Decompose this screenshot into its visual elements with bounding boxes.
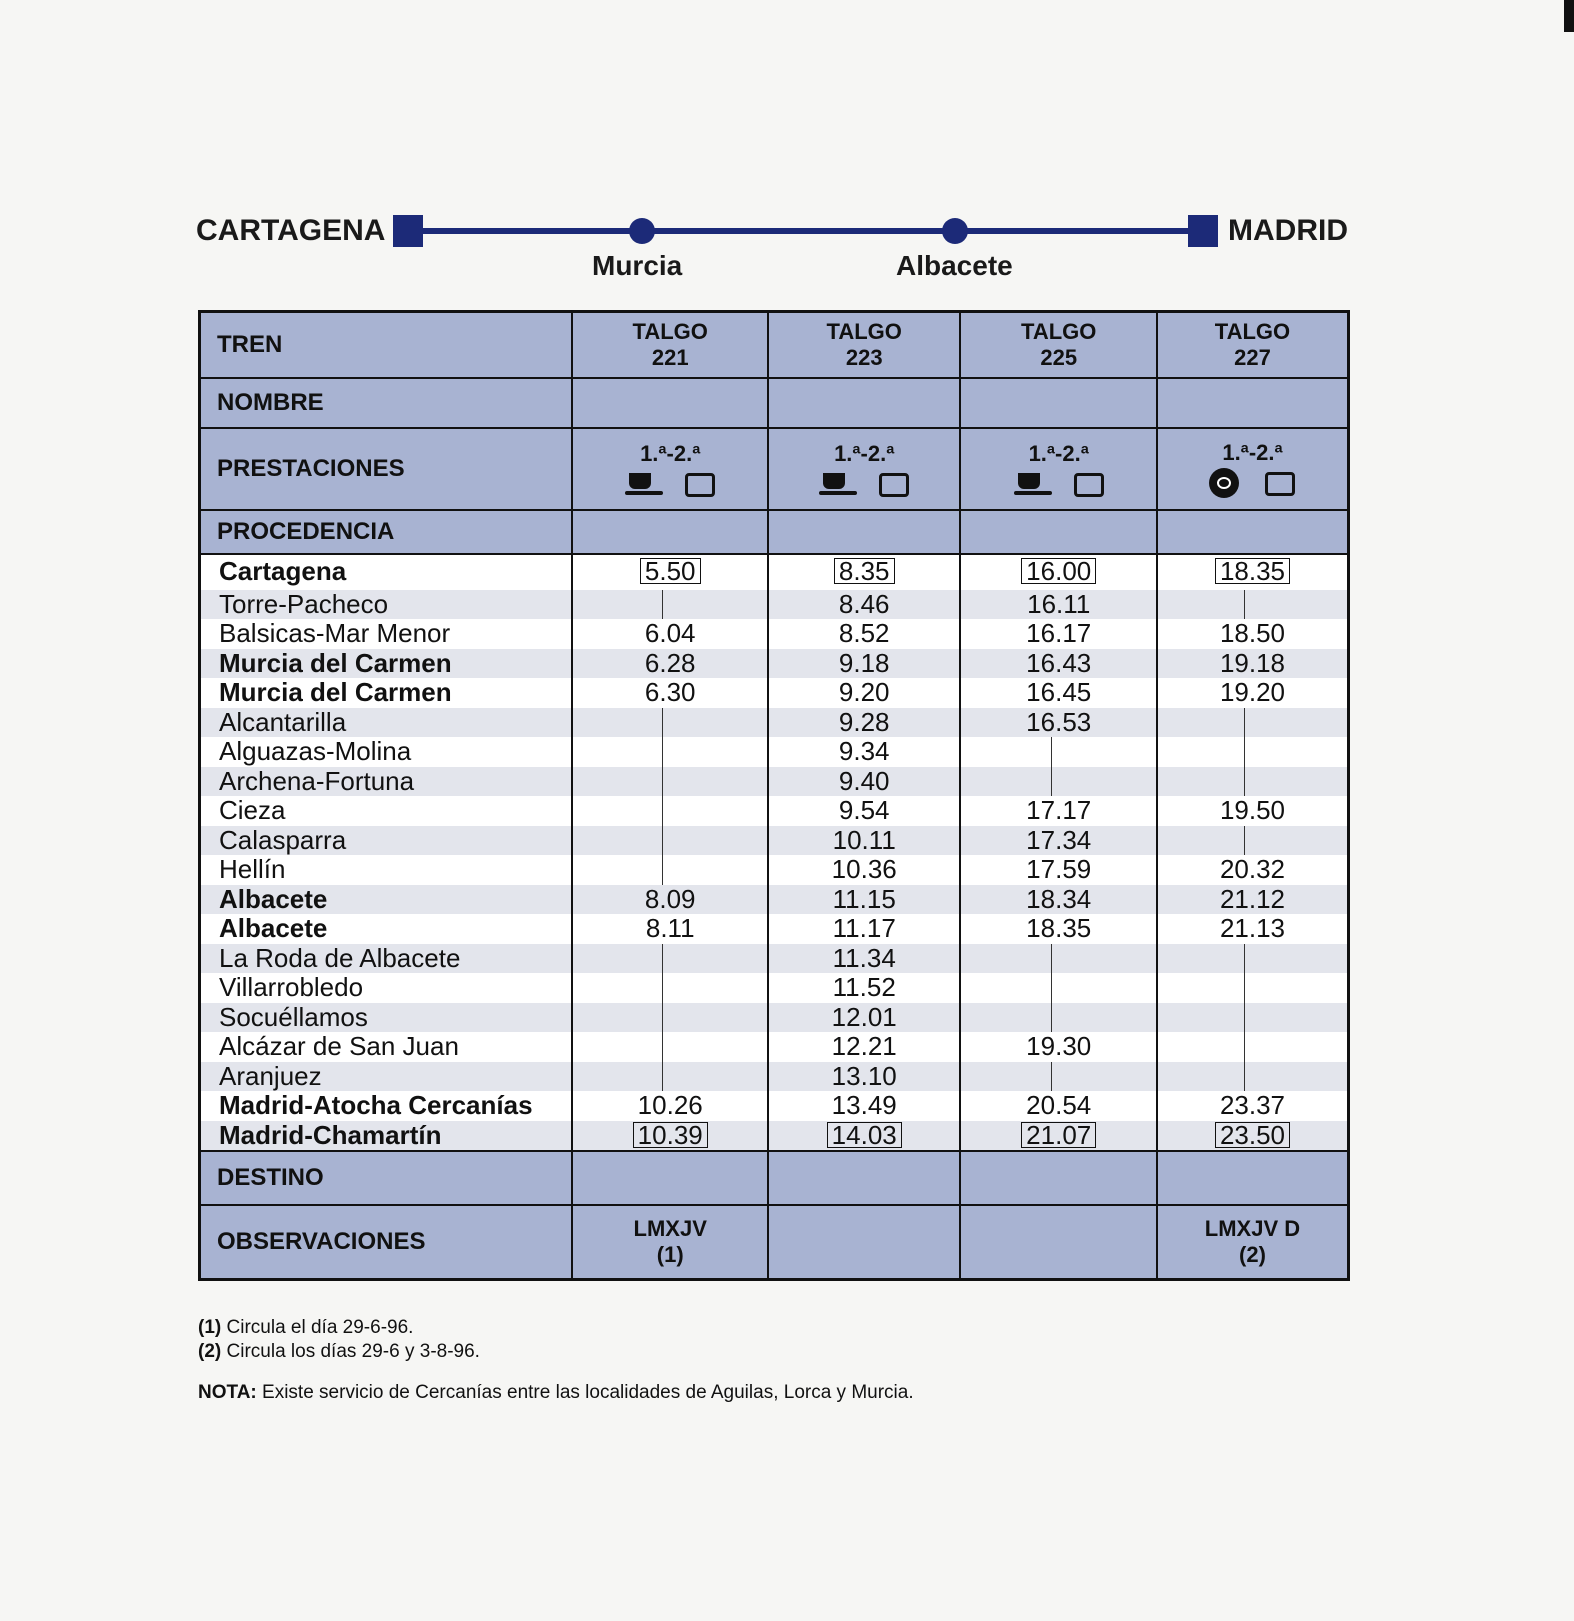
station-name: Calasparra — [200, 826, 573, 856]
station-row — [200, 649, 1349, 679]
departure-time: 11.17 — [832, 913, 896, 943]
time-cell — [768, 1091, 961, 1121]
train-cell — [572, 312, 768, 378]
time-cell — [768, 914, 961, 944]
departure-time: 6.28 — [644, 647, 696, 678]
pass-through-cell — [1157, 708, 1349, 738]
class-label: 1.ª-2.ª — [1028, 440, 1089, 466]
nombre-cell — [768, 378, 961, 428]
observaciones-cell — [1157, 1205, 1349, 1279]
pass-through-cell — [572, 1062, 768, 1092]
time-cell — [572, 914, 768, 944]
station-row — [200, 1032, 1349, 1062]
nombre-row — [200, 378, 1349, 428]
departure-time: 10.36 — [831, 854, 897, 884]
cafeteria-icon — [625, 473, 659, 495]
departure-time: 19.50 — [1219, 795, 1286, 825]
station-name: Torre-Pacheco — [200, 590, 573, 620]
departure-time: 16.43 — [1026, 647, 1092, 678]
pass-through-line — [1244, 1032, 1245, 1062]
destination-terminal-marker — [1188, 215, 1218, 247]
departure-time: 17.34 — [1026, 824, 1092, 855]
train-type: TALGO — [1021, 318, 1097, 344]
time-cell — [1157, 619, 1349, 649]
prestaciones-row — [200, 428, 1349, 510]
cafeteria-icon — [1014, 473, 1048, 495]
nombre-cell — [572, 378, 768, 428]
station-row — [200, 708, 1349, 738]
station-row — [200, 1121, 1349, 1152]
footnote-mark: (1) — [198, 1317, 222, 1338]
time-cell — [1157, 1121, 1349, 1152]
train-cell — [960, 312, 1157, 378]
route-line — [420, 228, 1190, 234]
pass-through-line — [1244, 973, 1245, 1003]
station-row — [200, 973, 1349, 1003]
route-stop-murcia: Murcia — [592, 250, 683, 281]
station-row — [200, 619, 1349, 649]
departure-time: 21.07 — [1021, 1122, 1096, 1148]
pass-through-cell — [1157, 737, 1349, 767]
time-cell — [768, 649, 961, 679]
observaciones-note: (2) — [1239, 1241, 1266, 1267]
pass-through-cell — [572, 590, 768, 620]
departure-time: 16.45 — [1026, 677, 1092, 707]
time-cell — [768, 767, 961, 797]
pass-through-cell — [1157, 826, 1349, 856]
tren-label: TREN — [200, 312, 573, 378]
time-cell — [960, 1091, 1157, 1121]
time-cell — [768, 590, 961, 620]
departure-time: 8.46 — [838, 588, 890, 619]
train-type: TALGO — [632, 318, 708, 344]
pass-through-line — [662, 944, 663, 974]
pass-through-line — [1051, 737, 1052, 767]
procedencia-cell — [1157, 510, 1349, 554]
pass-through-cell — [960, 1062, 1157, 1092]
pass-through-line — [1051, 767, 1052, 797]
station-name: Madrid-Chamartín — [200, 1121, 573, 1152]
time-cell — [960, 826, 1157, 856]
time-cell — [960, 855, 1157, 885]
departure-time: 10.39 — [633, 1122, 708, 1148]
time-cell — [960, 1032, 1157, 1062]
pass-through-cell — [572, 826, 768, 856]
station-row — [200, 855, 1349, 885]
route-destination: MADRID — [1228, 214, 1348, 247]
departure-time: 5.50 — [640, 558, 701, 584]
train-cell — [768, 312, 961, 378]
departure-time: 9.18 — [838, 647, 890, 678]
pass-through-line — [662, 796, 663, 826]
cafeteria-icon — [819, 473, 853, 495]
observaciones-label: OBSERVACIONES — [200, 1205, 573, 1279]
departure-time: 9.54 — [838, 795, 890, 825]
timetable-footer — [200, 1151, 1349, 1279]
pass-through-cell — [572, 708, 768, 738]
pass-through-cell — [960, 973, 1157, 1003]
procedencia-label: PROCEDENCIA — [200, 510, 573, 554]
timetable — [198, 310, 1350, 1281]
time-cell — [768, 737, 961, 767]
station-name: Archena-Fortuna — [200, 767, 573, 797]
departure-time: 21.12 — [1219, 883, 1286, 914]
time-cell — [960, 914, 1157, 944]
time-cell — [572, 885, 768, 915]
observaciones-cell — [960, 1205, 1157, 1279]
station-name: Murcia del Carmen — [200, 649, 573, 679]
pass-through-line — [1051, 1003, 1052, 1033]
station-name: Aranjuez — [200, 1062, 573, 1092]
sleeper-icon — [685, 473, 715, 497]
departure-time: 9.34 — [838, 736, 890, 766]
station-row — [200, 826, 1349, 856]
time-cell — [768, 944, 961, 974]
station-name: Albacete — [200, 885, 573, 915]
nota-text: Existe servicio de Cercanías entre las localidades de Aguilas, Lorca y Murcia. — [256, 1382, 914, 1403]
observaciones-days: LMXJV — [633, 1215, 707, 1241]
departure-time: 19.20 — [1219, 677, 1286, 707]
time-cell — [768, 885, 961, 915]
station-row — [200, 590, 1349, 620]
station-name: Madrid-Atocha Cercanías — [200, 1091, 573, 1121]
time-cell — [572, 1121, 768, 1152]
sleeper-icon — [879, 473, 909, 497]
departure-time: 9.20 — [838, 677, 890, 707]
station-name: Villarrobledo — [200, 973, 573, 1003]
time-cell — [572, 649, 768, 679]
footnote — [198, 1340, 480, 1364]
station-name: Murcia del Carmen — [200, 678, 573, 708]
station-row — [200, 914, 1349, 944]
departure-time: 8.35 — [834, 558, 895, 584]
nombre-label: NOMBRE — [200, 378, 573, 428]
pass-through-line — [1244, 737, 1245, 767]
train-number: 223 — [845, 344, 883, 370]
time-cell — [768, 826, 961, 856]
train-number: 225 — [1040, 344, 1078, 370]
observaciones-cell — [572, 1205, 768, 1279]
footnote-text: Circula el día 29-6-96. — [221, 1317, 414, 1338]
timetable-header — [200, 312, 1349, 554]
time-cell — [572, 619, 768, 649]
station-row — [200, 737, 1349, 767]
pass-through-cell — [572, 855, 768, 885]
time-cell — [768, 973, 961, 1003]
departure-time: 13.49 — [831, 1090, 897, 1120]
pass-through-cell — [572, 796, 768, 826]
time-cell — [1157, 914, 1349, 944]
time-cell — [768, 619, 961, 649]
restaurant-icon — [1209, 468, 1239, 498]
time-cell — [1157, 678, 1349, 708]
departure-time: 20.54 — [1026, 1090, 1092, 1120]
albacete-stop-marker — [942, 218, 968, 244]
pass-through-cell — [960, 737, 1157, 767]
procedencia-row — [200, 510, 1349, 554]
nota-label: NOTA: — [198, 1382, 257, 1403]
departure-time: 17.17 — [1026, 795, 1092, 825]
pass-through-line — [1051, 1062, 1052, 1092]
pass-through-cell — [1157, 590, 1349, 620]
train-cell — [1157, 312, 1349, 378]
class-label: 1.ª-2.ª — [834, 440, 895, 466]
prestaciones-cell — [960, 428, 1157, 510]
train-number: 221 — [651, 344, 689, 370]
prestaciones-cell — [1157, 428, 1349, 510]
departure-time: 12.21 — [831, 1031, 897, 1061]
time-cell — [572, 1091, 768, 1121]
sleeper-icon — [1074, 473, 1104, 497]
pass-through-line — [662, 708, 663, 738]
sleeper-icon — [1265, 472, 1295, 496]
pass-through-cell — [1157, 1062, 1349, 1092]
station-row — [200, 678, 1349, 708]
pass-through-line — [1244, 1003, 1245, 1033]
departure-time: 18.35 — [1215, 558, 1290, 584]
station-name: Socuéllamos — [200, 1003, 573, 1033]
pass-through-line — [1244, 708, 1245, 738]
time-cell — [960, 1121, 1157, 1152]
pass-through-line — [1244, 826, 1245, 856]
route-diagram — [0, 0, 1574, 300]
pass-through-line — [662, 826, 663, 856]
time-cell — [960, 619, 1157, 649]
destino-label: DESTINO — [200, 1151, 573, 1205]
pass-through-line — [662, 1062, 663, 1092]
class-label: 1.ª-2.ª — [1222, 439, 1283, 465]
destino-cell — [572, 1151, 768, 1205]
departure-time: 17.59 — [1026, 854, 1092, 884]
pass-through-cell — [960, 1003, 1157, 1033]
pass-through-cell — [572, 944, 768, 974]
footnote-text: Circula los días 29-6 y 3-8-96. — [221, 1341, 480, 1362]
procedencia-cell — [572, 510, 768, 554]
time-cell — [960, 708, 1157, 738]
departure-time: 13.10 — [831, 1060, 897, 1091]
class-label: 1.ª-2.ª — [640, 440, 701, 466]
pass-through-cell — [1157, 767, 1349, 797]
time-cell — [572, 554, 768, 590]
time-cell — [1157, 885, 1349, 915]
departure-time: 10.11 — [832, 824, 896, 855]
pass-through-cell — [960, 767, 1157, 797]
destino-cell — [1157, 1151, 1349, 1205]
station-name: La Roda de Albacete — [200, 944, 573, 974]
station-name: Cieza — [200, 796, 573, 826]
footnote-mark: (2) — [198, 1341, 222, 1362]
pass-through-cell — [1157, 944, 1349, 974]
pass-through-cell — [572, 737, 768, 767]
time-cell — [1157, 1091, 1349, 1121]
time-cell — [1157, 649, 1349, 679]
station-name: Alcantarilla — [200, 708, 573, 738]
station-name: Alcázar de San Juan — [200, 1032, 573, 1062]
departure-time: 19.18 — [1219, 647, 1286, 678]
route-stop-albacete: Albacete — [896, 250, 1013, 281]
pass-through-line — [1051, 973, 1052, 1003]
time-cell — [960, 796, 1157, 826]
origin-terminal-marker — [393, 215, 423, 247]
pass-through-line — [1051, 944, 1052, 974]
destino-cell — [960, 1151, 1157, 1205]
time-cell — [960, 590, 1157, 620]
departure-time: 16.00 — [1021, 558, 1096, 584]
station-row — [200, 767, 1349, 797]
departure-time: 16.17 — [1026, 618, 1092, 648]
pass-through-line — [662, 767, 663, 797]
observaciones-note: (1) — [656, 1241, 684, 1267]
departure-time: 21.13 — [1219, 913, 1286, 943]
pass-through-line — [662, 973, 663, 1003]
departure-time: 11.52 — [832, 972, 896, 1002]
station-row — [200, 944, 1349, 974]
departure-time: 16.11 — [1027, 588, 1091, 619]
departure-time: 12.01 — [831, 1001, 897, 1032]
departure-time: 23.37 — [1219, 1090, 1286, 1120]
time-cell — [768, 796, 961, 826]
departure-time: 19.30 — [1026, 1031, 1092, 1061]
station-row — [200, 1003, 1349, 1033]
time-cell — [1157, 796, 1349, 826]
pass-through-cell — [572, 973, 768, 1003]
departure-time: 18.34 — [1026, 883, 1092, 914]
time-cell — [1157, 855, 1349, 885]
destino-row — [200, 1151, 1349, 1205]
station-row — [200, 885, 1349, 915]
departure-time: 6.04 — [644, 618, 696, 648]
time-cell — [768, 855, 961, 885]
nota — [198, 1382, 914, 1404]
pass-through-line — [662, 1032, 663, 1062]
time-cell — [960, 649, 1157, 679]
pass-through-cell — [960, 944, 1157, 974]
pass-through-cell — [1157, 1032, 1349, 1062]
destino-cell — [768, 1151, 961, 1205]
departure-time: 11.34 — [832, 942, 896, 973]
departure-time: 9.28 — [838, 706, 890, 737]
observaciones-row — [200, 1205, 1349, 1279]
prestaciones-label: PRESTACIONES — [200, 428, 573, 510]
procedencia-cell — [960, 510, 1157, 554]
pass-through-line — [1244, 1062, 1245, 1092]
station-name: Cartagena — [200, 554, 573, 590]
footnote — [198, 1316, 480, 1340]
train-type: TALGO — [1214, 318, 1291, 344]
time-cell — [768, 678, 961, 708]
nombre-cell — [960, 378, 1157, 428]
departure-time: 6.30 — [644, 677, 696, 707]
time-cell — [768, 708, 961, 738]
station-row — [200, 554, 1349, 590]
departure-time: 8.52 — [838, 618, 890, 648]
train-type: TALGO — [826, 318, 902, 344]
departure-time: 14.03 — [827, 1122, 902, 1148]
station-row — [200, 796, 1349, 826]
pass-through-cell — [572, 1032, 768, 1062]
pass-through-cell — [1157, 973, 1349, 1003]
pass-through-line — [1244, 944, 1245, 974]
prestaciones-cell — [768, 428, 961, 510]
route-origin: CARTAGENA — [196, 214, 386, 247]
pass-through-cell — [572, 767, 768, 797]
pass-through-line — [1244, 590, 1245, 620]
departure-time: 18.50 — [1219, 618, 1286, 648]
footnotes — [198, 1316, 480, 1364]
time-cell — [572, 678, 768, 708]
departure-time: 20.32 — [1219, 854, 1286, 884]
time-cell — [960, 554, 1157, 590]
pass-through-line — [1244, 767, 1245, 797]
observaciones-cell — [768, 1205, 961, 1279]
departure-time: 8.09 — [644, 883, 696, 914]
time-cell — [768, 1032, 961, 1062]
time-cell — [768, 1003, 961, 1033]
departure-time: 9.40 — [838, 765, 890, 796]
pass-through-line — [662, 1003, 663, 1033]
station-name: Alguazas-Molina — [200, 737, 573, 767]
station-name: Balsicas-Mar Menor — [200, 619, 573, 649]
pass-through-cell — [1157, 1003, 1349, 1033]
departure-time: 10.26 — [637, 1090, 703, 1120]
departure-time: 8.11 — [645, 913, 695, 943]
departure-time: 16.53 — [1026, 706, 1092, 737]
time-cell — [768, 1121, 961, 1152]
station-times — [200, 554, 1349, 1152]
prestaciones-cell — [572, 428, 768, 510]
time-cell — [768, 1062, 961, 1092]
station-name: Albacete — [200, 914, 573, 944]
pass-through-line — [662, 855, 663, 885]
train-row — [200, 312, 1349, 378]
station-name: Hellín — [200, 855, 573, 885]
train-number: 227 — [1234, 344, 1271, 370]
observaciones-days: LMXJV D — [1204, 1215, 1301, 1241]
pass-through-line — [662, 737, 663, 767]
departure-time: 23.50 — [1215, 1122, 1290, 1148]
station-row — [200, 1062, 1349, 1092]
time-cell — [1157, 554, 1349, 590]
murcia-stop-marker — [629, 218, 655, 244]
pass-through-cell — [572, 1003, 768, 1033]
departure-time: 11.15 — [832, 883, 896, 914]
procedencia-cell — [768, 510, 961, 554]
station-row — [200, 1091, 1349, 1121]
time-cell — [960, 678, 1157, 708]
nombre-cell — [1157, 378, 1349, 428]
departure-time: 18.35 — [1026, 913, 1092, 943]
time-cell — [960, 885, 1157, 915]
pass-through-line — [662, 590, 663, 620]
time-cell — [768, 554, 961, 590]
